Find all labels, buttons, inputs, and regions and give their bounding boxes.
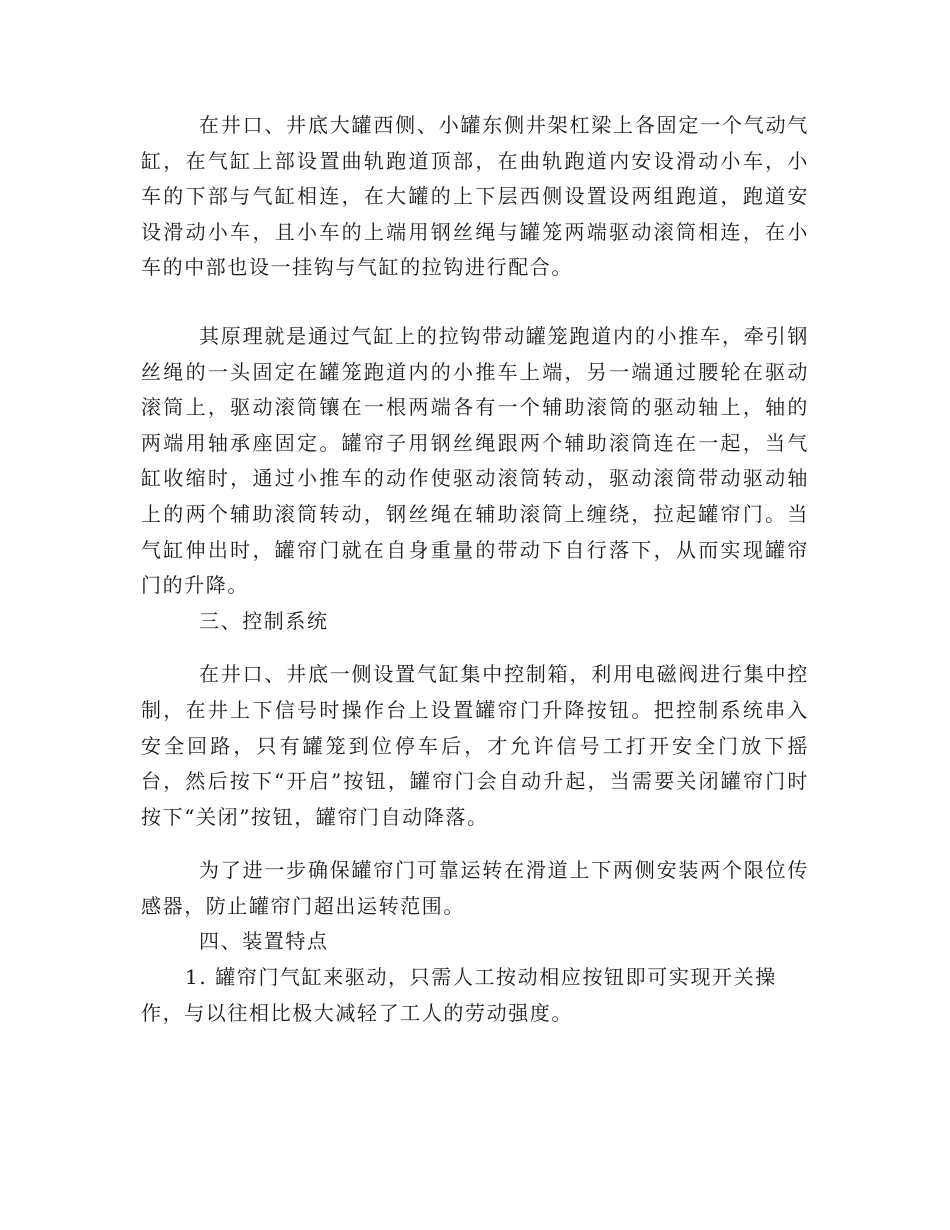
document-page	[141, 108, 809, 1031]
paragraph-control-system: 在井口、井底一侧设置气缸集中控制箱，利用电磁阀进行集中控制，在井上下信号时操作台上设置罐帘门升降按钮。把控制系统串入安全回路，只有罐笼到位停车后，才允许信号工打开安全门放下摇台，然后按下“开启”按钮，罐帘门会自动升起，当需要关闭罐帘门时按下“关闭”按钮，罐帘门自动降落。	[141, 662, 809, 829]
paragraph-working-principle: 其原理就是通过气缸上的拉钩带动罐笼跑道内的小推车，牵引钢丝绳的一头固定在罐笼跑道内的小推车上端，另一端通过腰轮在驱动滚筒上，驱动滚筒镶在一根两端各有一个辅助滚筒的驱动轴上，轴的两端用轴承座固定。罐帘子用钢丝绳跟两个辅助滚筒连在一起，当气缸收缩时，通过小推车的动作使驱动滚筒转动，驱动滚筒带动驱动轴上的两个辅助滚筒转动，钢丝绳在辅助滚筒上缠绕，拉起罐帘门。当气缸伸出时，罐帘门就在自身重量的带动下自行落下，从而实现罐帘门的升降。	[141, 323, 809, 598]
paragraph-limit-sensors: 为了进一步确保罐帘门可靠运转在滑道上下两侧安装两个限位传感器，防止罐帘门超出运转范围。	[141, 858, 809, 918]
section-heading-control-system: 三、控制系统	[199, 608, 329, 633]
section-heading-device-features: 四、装置特点	[199, 929, 329, 954]
list-item-feature-1: 1. 罐帘门气缸来驱动，只需人工按动相应按钮即可实现开关操作，与以往相比极大减轻了工人的劳动强度。	[141, 965, 777, 1025]
paragraph-cylinder-installation: 在井口、井底大罐西侧、小罐东侧井架杠梁上各固定一个气动气缸，在气缸上部设置曲轨跑道顶部，在曲轨跑道内安设滑动小车，小车的下部与气缸相连，在大罐的上下层西侧设置设两组跑道，跑道安设滑动小车，且小车的上端用钢丝绳与罐笼两端驱动滚筒相连，在小车的中部也设一挂钩与气缸的拉钩进行配合。	[141, 113, 809, 280]
